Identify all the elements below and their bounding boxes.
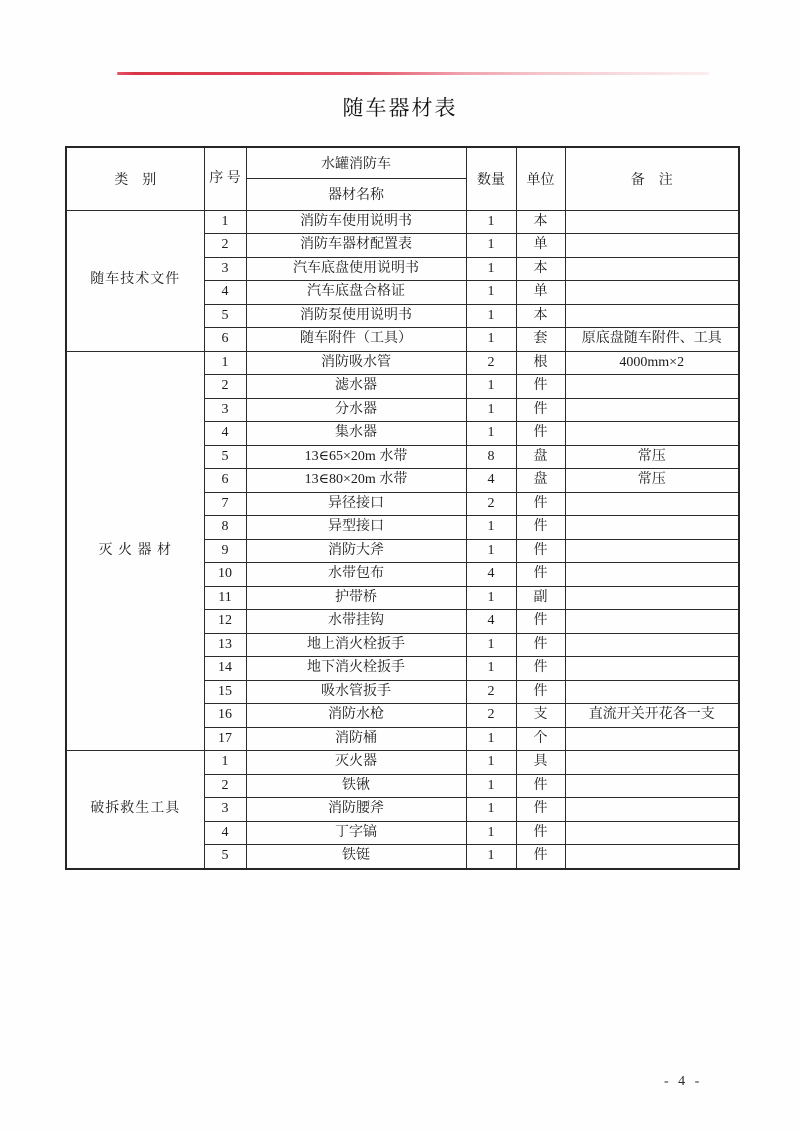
quantity-cell: 1 (466, 304, 516, 328)
remark-cell (565, 586, 739, 610)
page-title: 随车器材表 (342, 96, 458, 120)
serial-cell: 4 (204, 281, 246, 305)
equipment-name-cell: 消防吸水管 (246, 351, 466, 375)
remark-cell (565, 257, 739, 281)
remark-cell (565, 845, 739, 869)
serial-cell: 15 (204, 680, 246, 704)
serial-cell: 1 (204, 751, 246, 775)
serial-cell: 3 (204, 257, 246, 281)
remark-cell (565, 774, 739, 798)
header-equipment-name: 器材名称 (246, 179, 466, 211)
quantity-cell: 1 (466, 774, 516, 798)
quantity-cell: 1 (466, 821, 516, 845)
remark-cell (565, 657, 739, 681)
unit-cell: 件 (516, 563, 565, 587)
remark-cell (565, 234, 739, 258)
page-number: - 4 - (664, 1074, 703, 1089)
quantity-cell: 1 (466, 633, 516, 657)
quantity-cell: 1 (466, 375, 516, 399)
quantity-cell: 8 (466, 445, 516, 469)
equipment-name-cell: 吸水管扳手 (246, 680, 466, 704)
unit-cell: 本 (516, 257, 565, 281)
unit-cell: 个 (516, 727, 565, 751)
header-remarks: 备 注 (565, 147, 739, 210)
unit-cell: 件 (516, 633, 565, 657)
remark-cell: 4000mm×2 (565, 351, 739, 375)
serial-cell: 13 (204, 633, 246, 657)
quantity-cell: 4 (466, 563, 516, 587)
serial-cell: 6 (204, 469, 246, 493)
quantity-cell: 1 (466, 657, 516, 681)
serial-cell: 2 (204, 774, 246, 798)
unit-cell: 套 (516, 328, 565, 352)
remark-cell (565, 304, 739, 328)
header-serial: 序 号 (204, 147, 246, 210)
table-row (66, 210, 739, 234)
unit-cell: 件 (516, 422, 565, 446)
unit-cell: 件 (516, 539, 565, 563)
unit-cell: 件 (516, 845, 565, 869)
remark-cell (565, 751, 739, 775)
serial-cell: 6 (204, 328, 246, 352)
quantity-cell: 2 (466, 704, 516, 728)
serial-cell: 12 (204, 610, 246, 634)
quantity-cell: 1 (466, 539, 516, 563)
serial-cell: 5 (204, 445, 246, 469)
remark-cell (565, 727, 739, 751)
header-category: 类 别 (66, 147, 204, 210)
header-divider-rule (117, 72, 709, 75)
unit-cell: 支 (516, 704, 565, 728)
quantity-cell: 1 (466, 727, 516, 751)
equipment-table-body (66, 210, 739, 869)
category-cell: 破拆救生工具 (66, 751, 204, 869)
remark-cell: 常压 (565, 445, 739, 469)
equipment-name-cell: 水带包布 (246, 563, 466, 587)
equipment-name-cell: 铁锹 (246, 774, 466, 798)
equipment-name-cell: 消防腰斧 (246, 798, 466, 822)
quantity-cell: 2 (466, 680, 516, 704)
quantity-cell: 1 (466, 516, 516, 540)
equipment-table (65, 146, 740, 870)
equipment-name-cell: 消防桶 (246, 727, 466, 751)
equipment-name-cell: 消防泵使用说明书 (246, 304, 466, 328)
remark-cell (565, 563, 739, 587)
serial-cell: 3 (204, 398, 246, 422)
equipment-name-cell: 地上消火栓扳手 (246, 633, 466, 657)
equipment-name-cell: 滤水器 (246, 375, 466, 399)
serial-cell: 4 (204, 422, 246, 446)
unit-cell: 副 (516, 586, 565, 610)
equipment-name-cell: 水带挂钩 (246, 610, 466, 634)
unit-cell: 件 (516, 798, 565, 822)
serial-cell: 5 (204, 304, 246, 328)
unit-cell: 件 (516, 516, 565, 540)
remark-cell (565, 821, 739, 845)
equipment-name-cell: 灭火器 (246, 751, 466, 775)
serial-cell: 5 (204, 845, 246, 869)
remark-cell: 常压 (565, 469, 739, 493)
unit-cell: 本 (516, 210, 565, 234)
serial-cell: 2 (204, 375, 246, 399)
remark-cell: 原底盘随车附件、工具 (565, 328, 739, 352)
equipment-name-cell: 异型接口 (246, 516, 466, 540)
unit-cell: 具 (516, 751, 565, 775)
equipment-name-cell: 集水器 (246, 422, 466, 446)
serial-cell: 8 (204, 516, 246, 540)
remark-cell (565, 422, 739, 446)
quantity-cell: 1 (466, 398, 516, 422)
category-cell: 随车技术文件 (66, 210, 204, 351)
equipment-table-header (66, 147, 739, 210)
quantity-cell: 1 (466, 328, 516, 352)
remark-cell (565, 680, 739, 704)
equipment-name-cell: 消防车器材配置表 (246, 234, 466, 258)
quantity-cell: 4 (466, 469, 516, 493)
equipment-name-cell: 分水器 (246, 398, 466, 422)
serial-cell: 7 (204, 492, 246, 516)
unit-cell: 单 (516, 281, 565, 305)
serial-cell: 10 (204, 563, 246, 587)
remark-cell (565, 610, 739, 634)
serial-cell: 11 (204, 586, 246, 610)
quantity-cell: 2 (466, 351, 516, 375)
serial-cell: 4 (204, 821, 246, 845)
quantity-cell: 1 (466, 751, 516, 775)
equipment-name-cell: 汽车底盘使用说明书 (246, 257, 466, 281)
unit-cell: 件 (516, 610, 565, 634)
unit-cell: 件 (516, 375, 565, 399)
equipment-name-cell: 护带桥 (246, 586, 466, 610)
equipment-name-cell: 13∈80×20m 水带 (246, 469, 466, 493)
quantity-cell: 4 (466, 610, 516, 634)
quantity-cell: 1 (466, 257, 516, 281)
unit-cell: 根 (516, 351, 565, 375)
equipment-name-cell: 地下消火栓扳手 (246, 657, 466, 681)
equipment-name-cell: 消防车使用说明书 (246, 210, 466, 234)
serial-cell: 1 (204, 210, 246, 234)
unit-cell: 件 (516, 774, 565, 798)
quantity-cell: 1 (466, 281, 516, 305)
remark-cell (565, 375, 739, 399)
equipment-name-cell: 消防水枪 (246, 704, 466, 728)
unit-cell: 件 (516, 657, 565, 681)
serial-cell: 1 (204, 351, 246, 375)
quantity-cell: 1 (466, 798, 516, 822)
equipment-name-cell: 丁字镐 (246, 821, 466, 845)
unit-cell: 单 (516, 234, 565, 258)
serial-cell: 16 (204, 704, 246, 728)
table-row (66, 751, 739, 775)
remark-cell (565, 398, 739, 422)
unit-cell: 盘 (516, 445, 565, 469)
unit-cell: 本 (516, 304, 565, 328)
unit-cell: 件 (516, 821, 565, 845)
unit-cell: 盘 (516, 469, 565, 493)
table-row (66, 351, 739, 375)
header-quantity: 数量 (466, 147, 516, 210)
remark-cell (565, 210, 739, 234)
remark-cell: 直流开关开花各一支 (565, 704, 739, 728)
unit-cell: 件 (516, 492, 565, 516)
serial-cell: 2 (204, 234, 246, 258)
serial-cell: 3 (204, 798, 246, 822)
serial-cell: 17 (204, 727, 246, 751)
quantity-cell: 1 (466, 586, 516, 610)
category-cell: 灭 火 器 材 (66, 351, 204, 751)
equipment-name-cell: 随车附件（工具） (246, 328, 466, 352)
serial-cell: 9 (204, 539, 246, 563)
quantity-cell: 2 (466, 492, 516, 516)
unit-cell: 件 (516, 398, 565, 422)
equipment-name-cell: 铁铤 (246, 845, 466, 869)
quantity-cell: 1 (466, 422, 516, 446)
equipment-name-cell: 13∈65×20m 水带 (246, 445, 466, 469)
remark-cell (565, 633, 739, 657)
remark-cell (565, 798, 739, 822)
remark-cell (565, 492, 739, 516)
remark-cell (565, 539, 739, 563)
equipment-name-cell: 异径接口 (246, 492, 466, 516)
header-vehicle-type: 水罐消防车 (246, 147, 466, 179)
quantity-cell: 1 (466, 234, 516, 258)
equipment-name-cell: 汽车底盘合格证 (246, 281, 466, 305)
equipment-name-cell: 消防大斧 (246, 539, 466, 563)
serial-cell: 14 (204, 657, 246, 681)
remark-cell (565, 281, 739, 305)
header-unit: 单位 (516, 147, 565, 210)
unit-cell: 件 (516, 680, 565, 704)
remark-cell (565, 516, 739, 540)
quantity-cell: 1 (466, 845, 516, 869)
quantity-cell: 1 (466, 210, 516, 234)
